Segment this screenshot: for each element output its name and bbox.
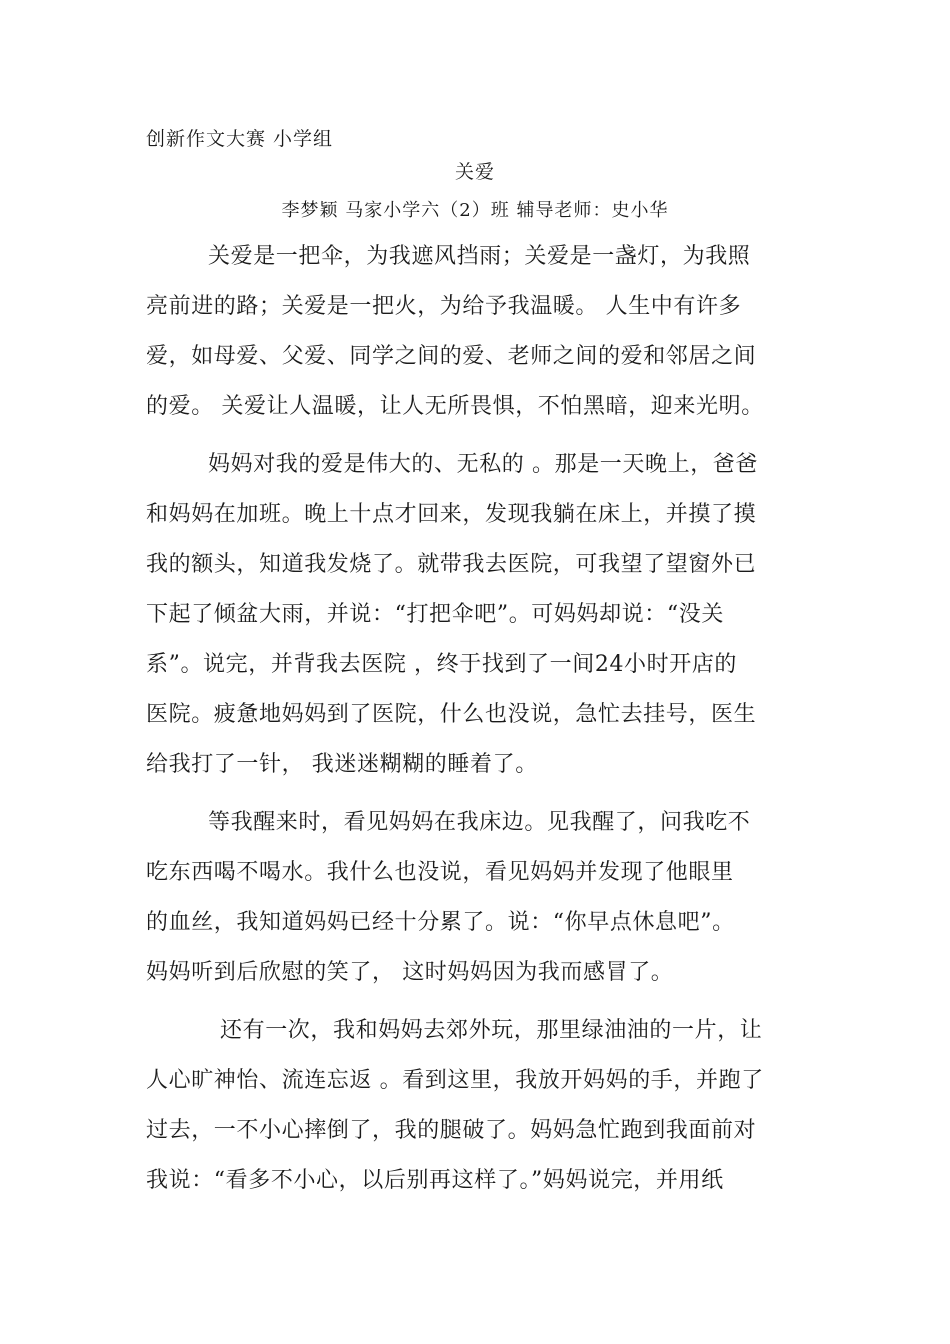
essay-body xyxy=(146,232,816,1206)
paragraph-line: 我的额头，知道我发烧了。就带我去医院，可我望了望窗外已 xyxy=(146,552,757,577)
paragraph-line: 我说：“看多不小心，以后别再这样了。”妈妈说完，并用纸 xyxy=(146,1168,724,1193)
essay-title: 关爱 xyxy=(454,161,495,183)
paragraph-2 xyxy=(146,440,816,790)
paragraph-line: 爱，如母爱、父爱、同学之间的爱、老师之间的爱和邻居之间 xyxy=(146,344,757,369)
paragraph-1 xyxy=(146,232,816,432)
paragraph-4 xyxy=(146,1006,816,1206)
paragraph-line: 关爱是一把伞，为我遮风挡雨；关爱是一盏灯，为我照 xyxy=(208,244,751,269)
paragraph-line: 人心旷神怡、流连忘返 。看到这里，我放开妈妈的手，并跑了 xyxy=(146,1068,764,1093)
author-byline: 李梦颖 马家小学六（2）班 辅导老师：史小华 xyxy=(281,200,669,221)
paragraph-line: 过去，一不小心摔倒了，我的腿破了。妈妈急忙跑到我面前对 xyxy=(146,1118,757,1143)
paragraph-line: 给我打了一针， 我迷迷糊糊的睡着了。 xyxy=(146,752,538,777)
paragraph-line: 吃东西喝不喝水。我什么也没说，看见妈妈并发现了他眼里 xyxy=(146,860,734,885)
paragraph-line: 的爱。 关爱让人温暖，让人无所畏惧，不怕黑暗，迎来光明。 xyxy=(146,394,764,419)
paragraph-line: 下起了倾盆大雨，并说：“打把伞吧”。可妈妈却说：“没关 xyxy=(146,602,724,627)
paragraph-line: 系”。说完，并背我去医院 ，终于找到了一间24小时开店的 xyxy=(146,652,738,677)
paragraph-line: 和妈妈在加班。晚上十点才回来，发现我躺在床上，并摸了摸 xyxy=(146,502,757,527)
paragraph-line: 妈妈听到后欣慰的笑了， 这时妈妈因为我而感冒了。 xyxy=(146,960,674,985)
paragraph-3 xyxy=(146,798,816,998)
paragraph-line: 还有一次，我和妈妈去郊外玩，那里绿油油的一片，让 xyxy=(220,1018,763,1043)
paragraph-line: 妈妈对我的爱是伟大的、无私的 。那是一天晚上，爸爸 xyxy=(208,452,758,477)
paragraph-line: 等我醒来时，看见妈妈在我床边。见我醒了，问我吃不 xyxy=(208,810,751,835)
paragraph-line: 的血丝，我知道妈妈已经十分累了。说：“你早点休息吧”。 xyxy=(146,910,735,935)
paragraph-line: 医院。疲惫地妈妈到了医院，什么也没说，急忙去挂号，医生 xyxy=(146,702,757,727)
paragraph-line: 亮前进的路；关爱是一把火，为给予我温暖。 人生中有许多 xyxy=(146,294,742,319)
contest-label: 创新作文大赛 小学组 xyxy=(146,128,334,150)
